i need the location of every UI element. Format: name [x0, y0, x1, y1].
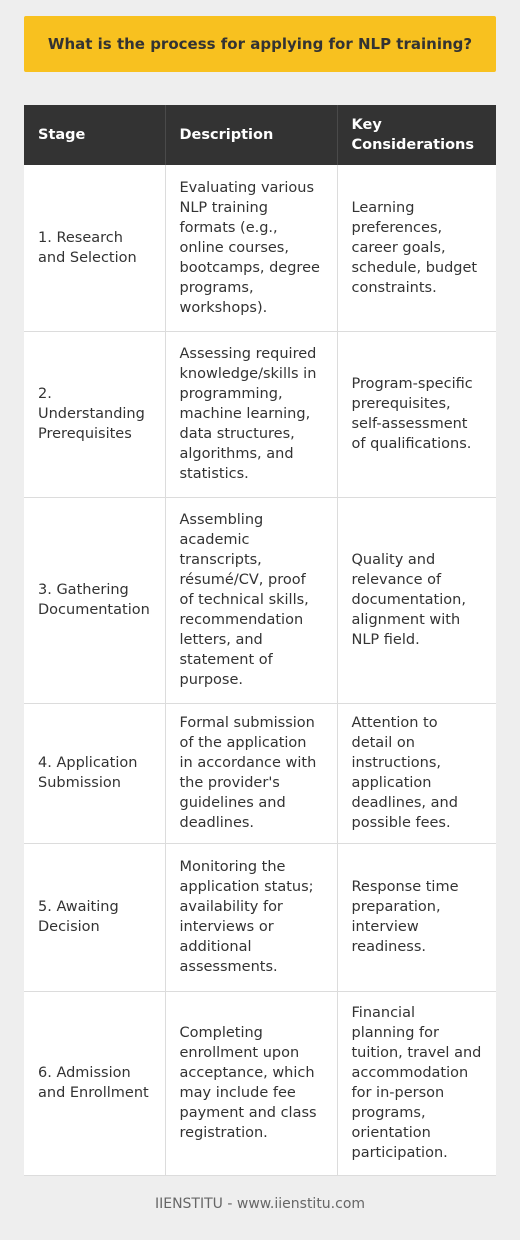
column-header-description: Description [165, 105, 337, 165]
table-row [24, 703, 496, 843]
table-row [24, 497, 496, 703]
description-cell: Assessing required knowledge/skills in programming, machine learning, data structures, algorithms, and statistics. [165, 331, 337, 497]
stage-cell: 6. Admission and Enrollment [24, 991, 165, 1175]
stage-cell: 3. Gathering Documentation [24, 497, 165, 703]
stage-cell: 2. Understanding Prerequisites [24, 331, 165, 497]
considerations-cell: Learning preferences, career goals, schedule, budget constraints. [337, 165, 496, 331]
stage-cell: 4. Application Submission [24, 703, 165, 843]
stage-cell: 5. Awaiting Decision [24, 843, 165, 991]
considerations-cell: Response time preparation, interview readiness. [337, 843, 496, 991]
page-title: What is the process for applying for NLP training? [47, 35, 473, 53]
considerations-cell: Financial planning for tuition, travel and accommodation for in-person programs, orientation participation. [337, 991, 496, 1175]
description-cell: Assembling academic transcripts, résumé/CV, proof of technical skills, recommendation letters, and statement of purpose. [165, 497, 337, 703]
table-row [24, 991, 496, 1175]
title-banner [24, 16, 496, 72]
column-header-stage: Stage [24, 105, 165, 165]
considerations-cell: Quality and relevance of documentation, alignment with NLP field. [337, 497, 496, 703]
description-cell: Evaluating various NLP training formats (e.g., online courses, bootcamps, degree programs, workshops). [165, 165, 337, 331]
column-header-key-considerations: Key Considerations [337, 105, 496, 165]
description-cell: Completing enrollment upon acceptance, which may include fee payment and class registration. [165, 991, 337, 1175]
table-header-row [24, 105, 496, 165]
table-row [24, 331, 496, 497]
table-row [24, 165, 496, 331]
considerations-cell: Attention to detail on instructions, application deadlines, and possible fees. [337, 703, 496, 843]
footer-credit: IIENSTITU - www.iienstitu.com [154, 1196, 366, 1212]
description-cell: Formal submission of the application in accordance with the provider's guidelines and deadlines. [165, 703, 337, 843]
process-table [24, 105, 496, 1176]
table-row [24, 843, 496, 991]
stage-cell: 1. Research and Selection [24, 165, 165, 331]
description-cell: Monitoring the application status; availability for interviews or additional assessments. [165, 843, 337, 991]
considerations-cell: Program-specific prerequisites, self-assessment of qualifications. [337, 331, 496, 497]
